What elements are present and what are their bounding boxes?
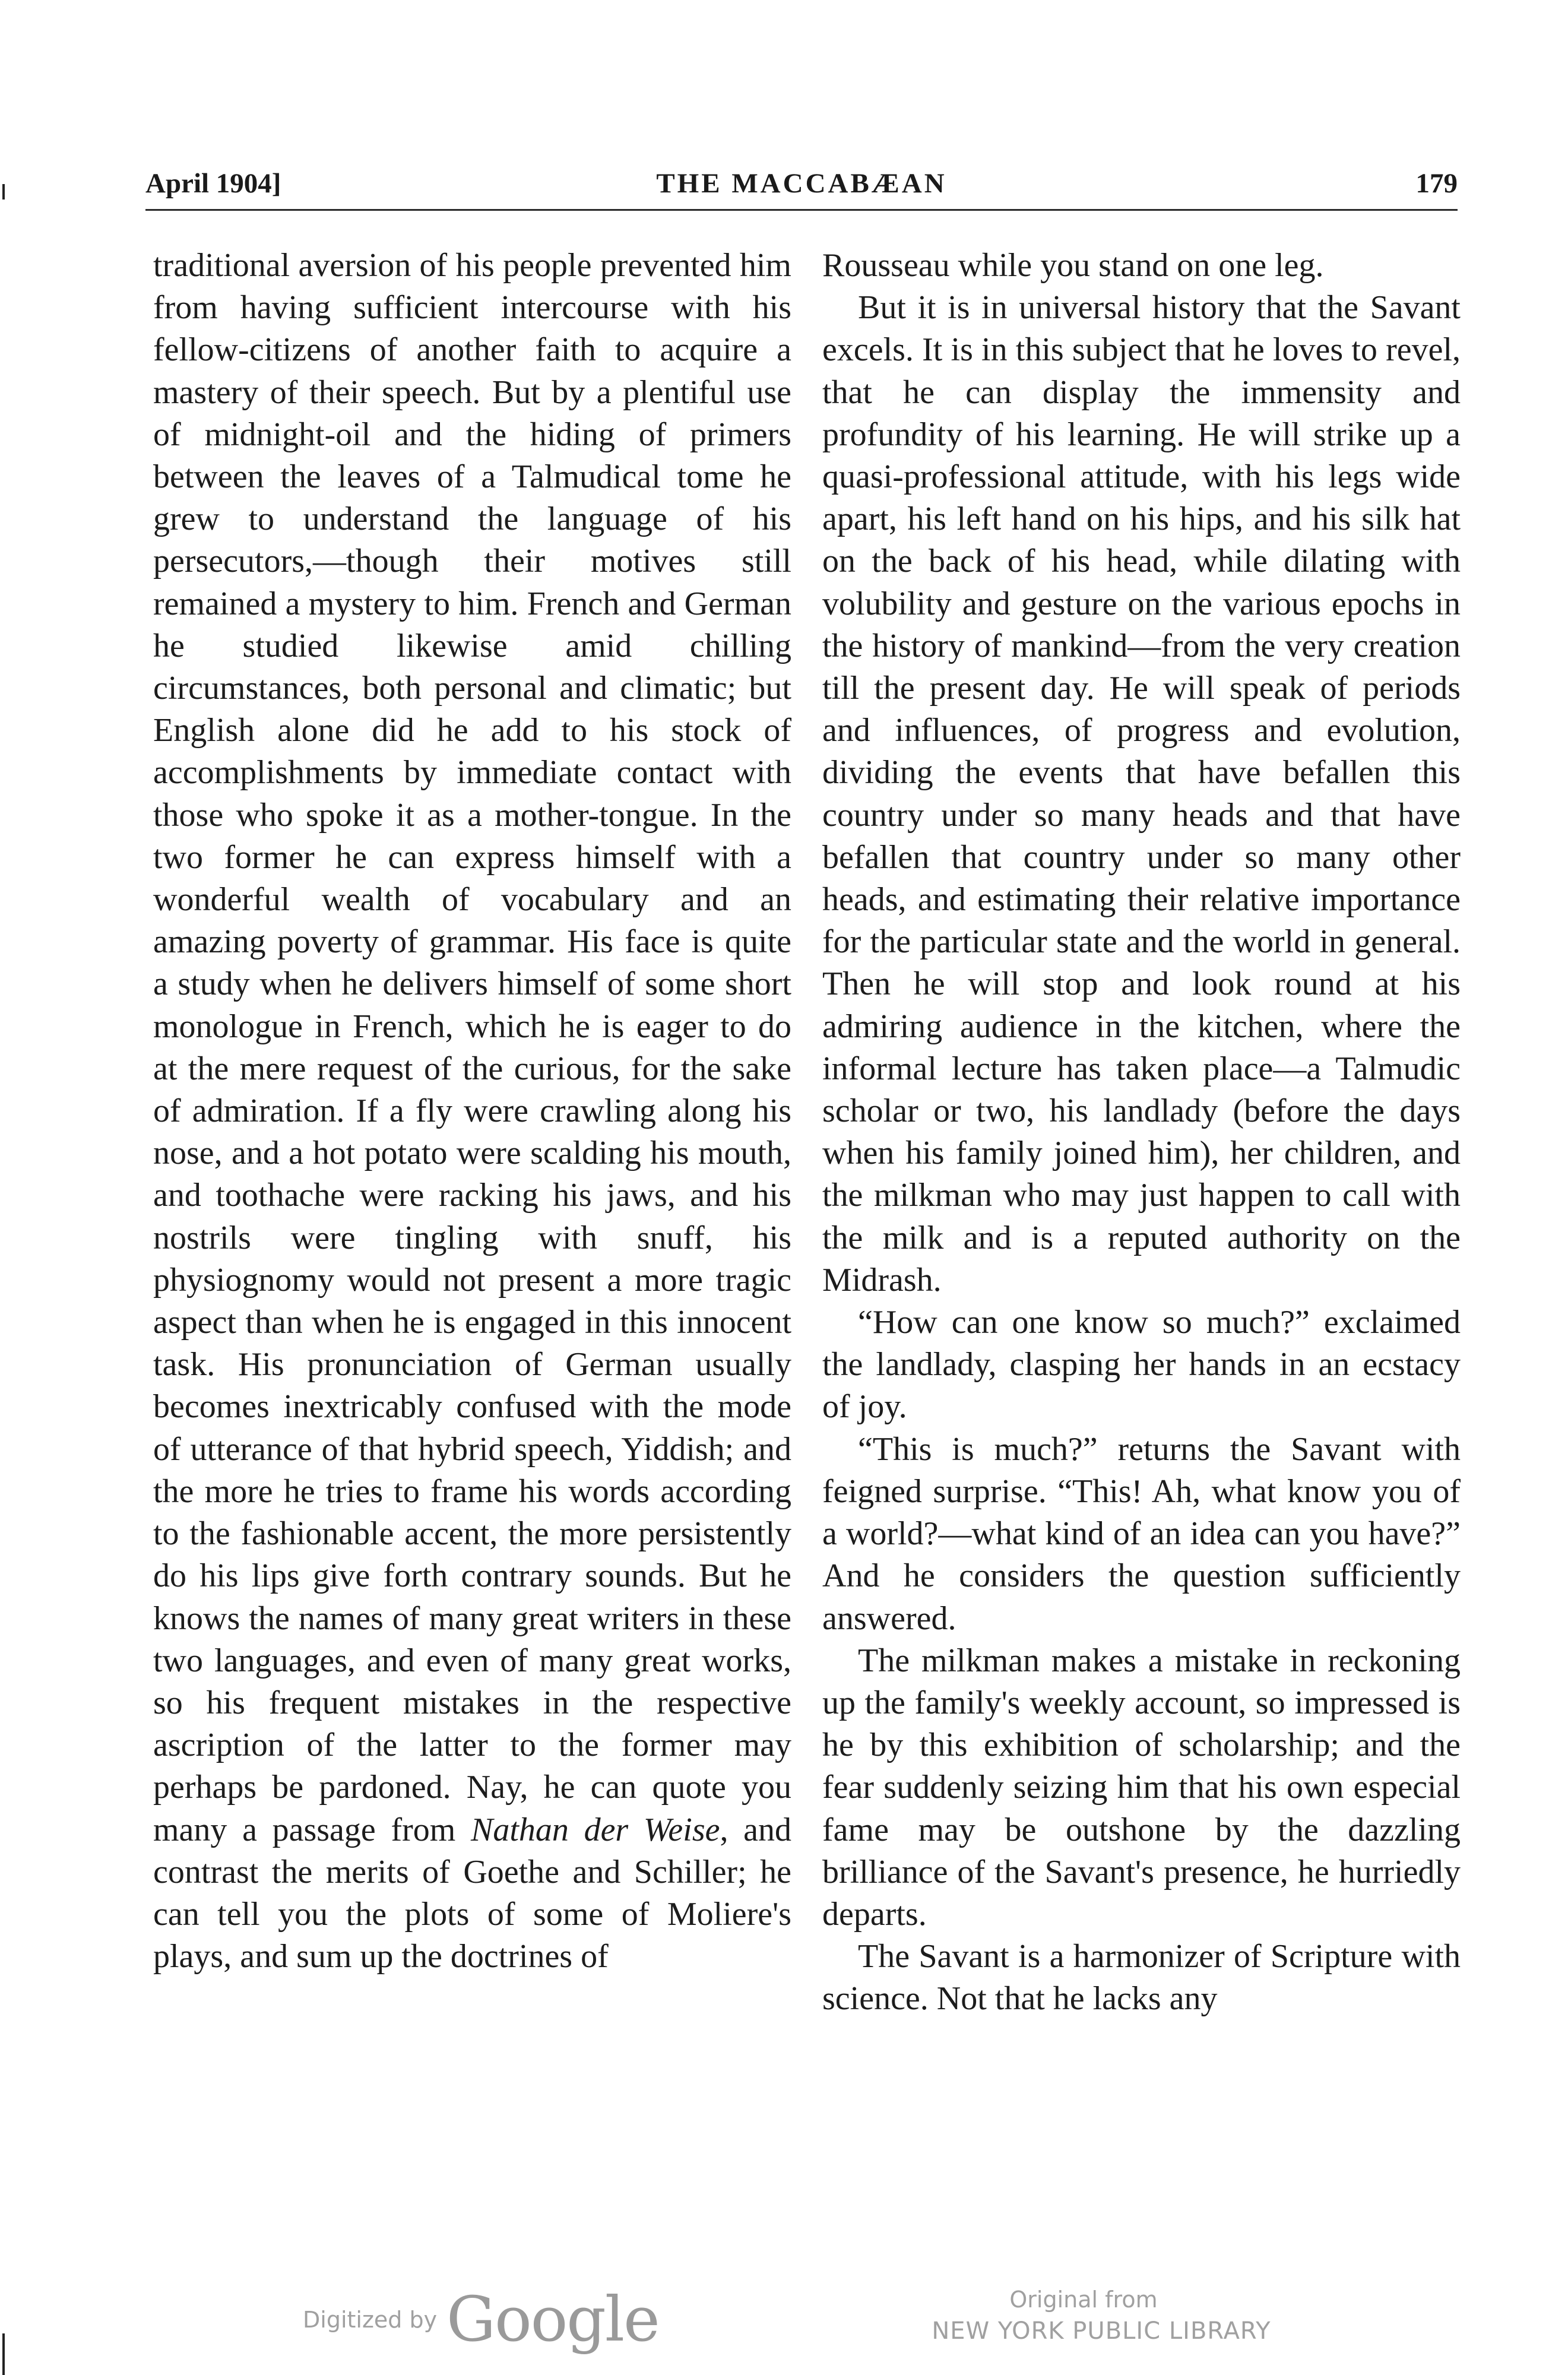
header-journal-title: THE MACCABÆAN — [656, 168, 947, 199]
digitized-by-label: Digitized by — [303, 2307, 438, 2333]
left-column — [153, 245, 791, 1978]
library-name: NEW YORK PUBLIC LIBRARY — [932, 2317, 1271, 2345]
right-paragraph-3: “How can one know so much?” exclaimed the landlady, clasping her hands in an ecstacy of joy. — [822, 1304, 1461, 1426]
left-paragraph-1: traditional aversion of his people prevented him from having sufficient intercourse with his fellow-citizens of another faith to acquire a mastery of their speech. But by a plentiful use of midnight-oil and the hiding of primers between the leaves of a Talmudical tome he grew to understand the language of his persecutors,—though their motives still remained a mystery to him. French and German he studied likewise amid chilling circumstances, both personal and climatic; but English alone did he add to his stock of accomplishments by immediate contact with those who spoke it as a mother-tongue. In the two former he can express himself with a wonderful wealth of vocabulary and an amazing poverty of grammar. His face is quite a study when he delivers himself of some short monologue in French, which he is eager to do at the mere request of the curious, for the sake of admiration. If a fly were crawling along his nose, and a hot potato were scalding his mouth, and toothache were racking his jaws, and his nostrils were tingling with snuff, his physiognomy would not present a more tragic aspect than when he is engaged in this innocent task. His pronunciation of German usually becomes inextricably confused with the mode of utterance of that hybrid speech, Yiddish; and the more he tries to frame his words according to the fashionable accent, the more persistently do his lips give forth contrary sounds. But he knows the names of many great writers in these two languages, and even of many great works, so his frequent mistakes in the respective ascription of the latter to the former may perhaps be pardoned. Nay, he can quote you many a passage from Nathan der Weise, and contrast the merits of Goethe and Schiller; he can tell you the plots of some of Moliere's plays, and sum up the doctrines of — [153, 247, 791, 1975]
right-column — [822, 245, 1461, 2021]
header-date: April 1904] — [145, 168, 281, 199]
digitization-footer — [0, 2283, 1568, 2354]
right-paragraph-4: “This is much?” returns the Savant with feigned surprise. “This! Ah, what know you of a world?—what kind of an idea can you have?” And he considers the question sufficiently answered. — [822, 1430, 1461, 1637]
italic-title: Nathan der Weise — [470, 1811, 720, 1848]
google-logo: Google — [446, 2283, 659, 2355]
right-paragraph-2: But it is in universal history that the Savant excels. It is in this subject that he loves to revel, that he can display the immensity and profundity of his learning. He will strike up a quasi-professional attitude, with his legs wide apart, his left hand on his hips, and his silk hat on the back of his head, while dilating with volubility and gesture on the various epochs in the history of mankind—from the very creation till the present day. He will speak of periods and influences, of progress and evolution, dividing the events that have befallen this country under so many heads and that have befallen that country under so many other heads, and estimating their relative importance for the particular state and the world in general. Then he will stop and look round at his admiring audience in the kitchen, where the informal lecture has taken place—a Talmudic scholar or two, his landlady (before the days when his family joined him), her children, and the milkman who may just happen to call with the milk and is a reputed authority on the Midrash. — [822, 289, 1461, 1299]
scan-edge-mark — [2, 184, 5, 200]
right-paragraph-1: Rousseau while you stand on one leg. — [822, 247, 1324, 284]
right-paragraph-5: The milkman makes a mistake in reckoning up the family's weekly account, so impressed is he by this exhibition of scholarship; and the fear suddenly seizing him that his own especial fame may be outshone by the dazzling brilliance of the Savant's presence, he hurriedly departs. — [822, 1642, 1461, 1933]
header-rule — [145, 209, 1458, 211]
right-paragraph-6: The Savant is a harmonizer of Scripture with science. Not that he lacks any — [822, 1938, 1461, 2018]
running-header — [145, 167, 1458, 205]
header-page-number: 179 — [1415, 168, 1458, 199]
original-from-label: Original from — [1009, 2287, 1158, 2313]
